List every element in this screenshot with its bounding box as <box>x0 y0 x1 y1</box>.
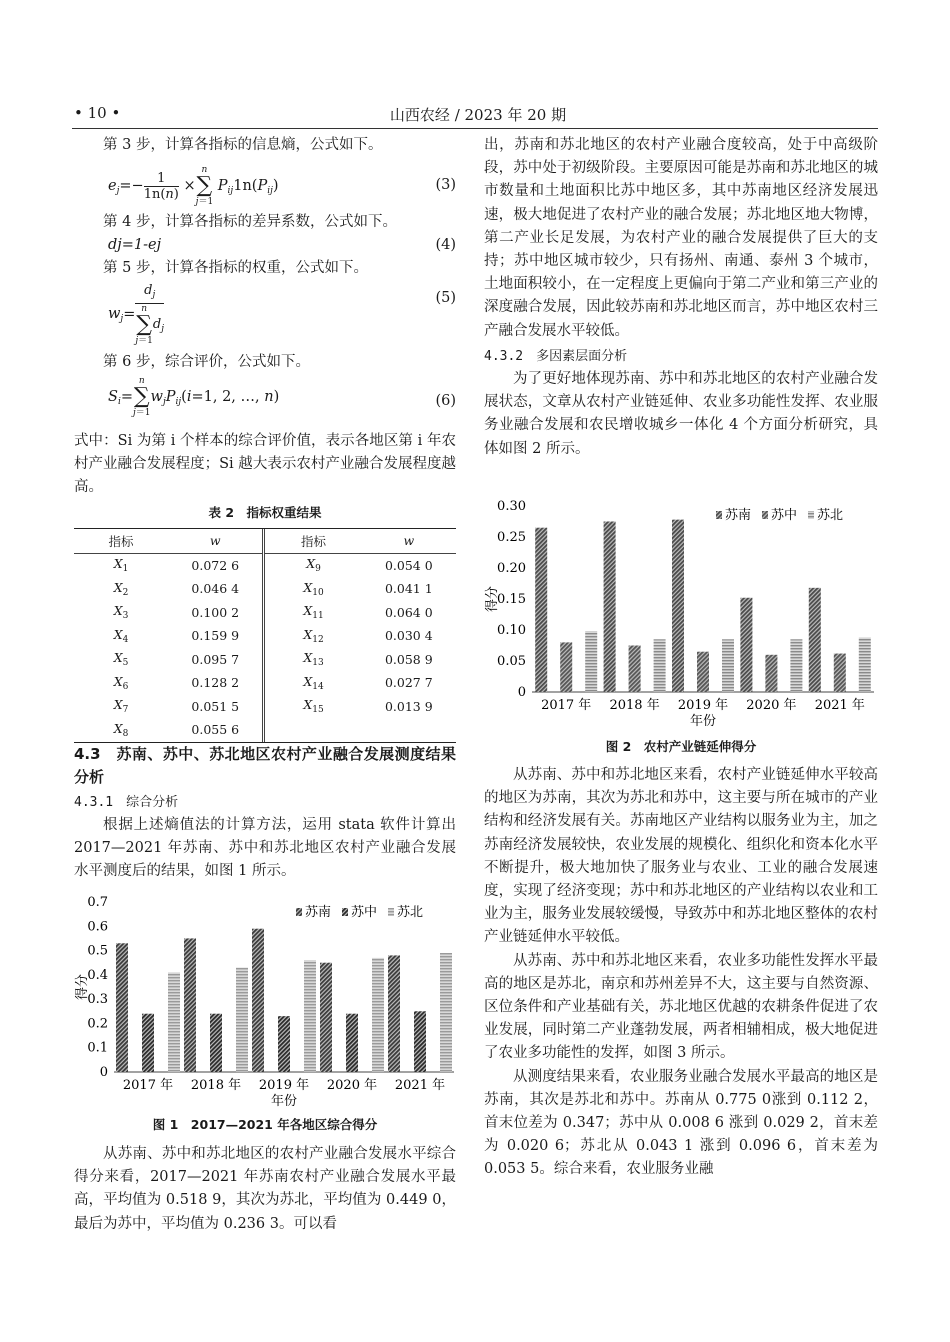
bar-苏北 <box>168 972 180 1072</box>
eq4-formula: dj=1-ej <box>108 237 162 254</box>
x-tick-label: 2021 年 <box>814 698 865 713</box>
legend-swatch <box>342 908 348 916</box>
table-cell-indicator: $X_{14}$ <box>264 671 362 695</box>
section-heading-4-3-1: 4.3.1 综合分析 <box>74 795 179 810</box>
figure-2-chart <box>484 492 878 730</box>
where-text: 式中：Si 为第 i 个样本的综合评价值，表示各地区第 i 年农村产业融合发展程度；Si 越大表示农村产业融合发展程度越高。 <box>74 432 456 496</box>
y-tick-label: 0.15 <box>497 592 526 607</box>
bar-苏中 <box>346 1014 358 1072</box>
right-column-bottom <box>484 764 878 1182</box>
legend-label: 苏中 <box>771 508 798 523</box>
legend-label: 苏南 <box>305 905 332 920</box>
bar-苏北 <box>722 639 734 692</box>
x-axis-label: 年份 <box>270 1094 298 1109</box>
bar-苏北 <box>372 958 384 1072</box>
bar-苏北 <box>585 631 597 692</box>
para-4-3-1: 根据上述熵值法的计算方法，运用 stata 软件计算出 2017—2021 年苏南、苏中和苏北地区农村产业融合发展水平测度后的结果，如图 1 所示。 <box>74 817 456 879</box>
y-tick-label: 0.25 <box>497 530 526 545</box>
table-cell-indicator: $X_7$ <box>113 697 129 716</box>
y-tick-label: 0.5 <box>87 943 108 959</box>
para-4-3-2: 为了更好地体现苏南、苏中和苏北地区的农村产业融合发展状态，文章从农村产业链延伸、农业多功能性发挥、农业服务业融合发展和农民增收城乡一体化 4 个方面分析研究，具体如图 2 所示。 <box>484 371 878 457</box>
bar-苏南 <box>252 929 264 1072</box>
table-cell-weight: 0.058 9 <box>384 651 433 667</box>
x-tick-label: 2018 年 <box>609 698 660 713</box>
bar-苏中 <box>414 1011 426 1072</box>
table-cell-indicator: $X_4$ <box>113 626 129 645</box>
table-cell-weight: 0.054 0 <box>384 557 433 573</box>
para-fig1-discussion: 从苏南、苏中和苏北地区的农村产业融合发展水平综合得分来看，2017—2021 年苏南农村产业融合发展水平最高，平均值为 0.518 9，其次为苏北，平均值为 0.449 0，最后为苏中，平均值为 0.236 3。可以看 <box>74 1146 456 1232</box>
table-cell-weight: 0.072 6 <box>191 557 240 573</box>
bar-苏中 <box>834 654 846 692</box>
right-column-top <box>484 134 878 461</box>
bar-苏南 <box>184 938 196 1072</box>
legend-label: 苏北 <box>817 508 844 523</box>
table-cell-weight: 0.051 5 <box>191 698 240 714</box>
x-axis-label: 年份 <box>689 714 717 729</box>
equation-5: $w_j=$ $d_j$ n ∑ j＝1 $d_j$ (5) <box>108 282 456 346</box>
x-tick-label: 2020 年 <box>746 698 797 713</box>
y-tick-label: 0.3 <box>87 992 108 1008</box>
y-tick-label: 0.30 <box>497 499 526 514</box>
table-cell-indicator: $X_{12}$ <box>264 624 362 648</box>
legend-swatch <box>716 511 722 519</box>
bar-苏北 <box>304 960 316 1072</box>
table-cell-indicator: $X_8$ <box>113 720 129 739</box>
bar-苏南 <box>388 955 400 1072</box>
bar-苏北 <box>654 639 666 692</box>
y-tick-label: 0 <box>99 1065 108 1080</box>
bar-苏南 <box>809 588 821 692</box>
weights-table <box>74 528 456 743</box>
table-cell-indicator: $X_{10}$ <box>264 577 362 601</box>
para-chain-extension: 从苏南、苏中和苏北地区来看，农村产业链延伸水平较高的地区为苏南，其次为苏北和苏中，这主要与所在城市的产业结构和经济发展有关。苏南地区产业结构以服务业为主，加之苏南经济发展较快，农业发展的规模化、组织化和资本化水平不断提升，极大地加快了服务业与农业、工业的融合发展速度，实现了经济变现；苏中和苏北地区的产业结构以农业和工业为主，服务业发展较缓慢，导致苏中和苏北地区整体的农村产业链延伸水平较低。 <box>484 767 878 946</box>
table-cell-weight: 0.064 0 <box>384 604 433 620</box>
x-tick-label: 2019 年 <box>677 698 729 713</box>
bar-苏北 <box>236 968 248 1072</box>
legend-label: 苏南 <box>725 508 752 523</box>
table-cell-weight: 0.100 2 <box>191 604 240 620</box>
th-weight-2: w <box>403 533 415 549</box>
y-tick-label: 0.20 <box>497 561 526 576</box>
legend-swatch <box>296 908 302 916</box>
bar-苏中 <box>765 655 777 692</box>
y-tick-label: 0.4 <box>87 967 108 983</box>
para-continued: 出，苏南和苏北地区的农村产业融合度较高，处于中高级阶段，苏中处于初级阶段。主要原因可能是苏南和苏北地区的城市数量和土地面积比苏中地区多，其中苏南地区经济发展迅速，极大地促进了农村产业的融合发展；苏北地区地大物博，第二产业长足发展，为农村产业的融合发展提供了巨大的支持；苏中地区城市较少，只有扬州、南通、泰州 3 个城市，土地面积较小，在一定程度上更偏向于第二产业和第三产业的深度融合发展，因此较苏南和苏北地区而言，苏中地区农村三产融合发展水平较低。 <box>484 137 878 339</box>
th-indicator-2: 指标 <box>264 529 362 553</box>
bar-苏南 <box>740 598 752 692</box>
eq5-number: (5) <box>435 289 456 306</box>
table-cell-weight: 0.128 2 <box>191 675 240 691</box>
y-tick-label: 0.05 <box>497 654 526 669</box>
bar-苏北 <box>790 639 802 692</box>
y-tick-label: 0 <box>517 685 526 700</box>
x-tick-label: 2019 年 <box>258 1078 310 1093</box>
step3-text: 第 3 步，计算各指标的信息熵，公式如下。 <box>103 137 383 153</box>
bar-苏南 <box>535 528 547 692</box>
eq6-number: (6) <box>435 392 456 409</box>
table-cell-weight: 0.041 1 <box>384 581 433 597</box>
y-tick-label: 0.6 <box>87 919 108 935</box>
x-tick-label: 2017 年 <box>122 1078 174 1093</box>
table-cell-indicator: $X_{13}$ <box>264 648 362 672</box>
bar-苏北 <box>440 953 452 1072</box>
table-cell-weight: 0.013 9 <box>384 698 433 714</box>
bar-苏中 <box>142 1014 154 1072</box>
y-axis-label: 得分 <box>75 973 90 1001</box>
x-tick-label: 2017 年 <box>541 698 592 713</box>
legend-label: 苏北 <box>397 905 424 920</box>
table-cell-weight <box>362 718 456 742</box>
bar-苏中 <box>697 652 709 692</box>
table-cell-weight: 0.046 4 <box>191 581 240 597</box>
step6-text: 第 6 步，综合评价，公式如下。 <box>103 353 310 370</box>
section-heading-4-3-2: 4.3.2 多因素层面分析 <box>484 348 628 364</box>
y-tick-label: 0.10 <box>497 623 526 638</box>
legend-label: 苏中 <box>351 905 378 920</box>
table-cell-weight: 0.030 4 <box>384 628 433 644</box>
equation-4 <box>74 234 456 257</box>
step4-text: 第 4 步，计算各指标的差异系数，公式如下。 <box>103 214 397 231</box>
table-cell-indicator: $X_9$ <box>264 553 362 577</box>
table-cell-weight: 0.095 7 <box>191 651 240 667</box>
bar-苏中 <box>560 642 572 692</box>
section-heading-4-3: 4.3 苏南、苏中、苏北地区农村产业融合发展测度结果分析 <box>74 745 456 786</box>
x-tick-label: 2021 年 <box>394 1078 446 1093</box>
bar-苏南 <box>672 520 684 692</box>
table-caption: 表 2 指标权重结果 <box>208 505 322 520</box>
bar-苏中 <box>210 1014 222 1072</box>
bar-苏中 <box>278 1016 290 1072</box>
th-weight-1: w <box>209 533 221 549</box>
step5-text: 第 5 步，计算各指标的权重，公式如下。 <box>103 260 368 277</box>
legend-swatch <box>762 511 768 519</box>
x-tick-label: 2018 年 <box>190 1078 242 1093</box>
table-cell-indicator: $X_3$ <box>113 603 129 622</box>
legend-swatch <box>808 511 814 519</box>
bar-苏中 <box>629 646 641 693</box>
table-cell-indicator: $X_5$ <box>113 650 129 669</box>
para-service-integration: 从测度结果来看，农业服务业融合发展水平最高的地区是苏南，其次是苏北和苏中。苏南从 0.775 0涨到 0.112 2，首末位差为 0.347；苏中从 0.008 6 涨到 0.029 2，首末差为 0.020 6；苏北从 0.043 1 涨到 0.096 6，首末差为 0.053 5。综合来看，农业服务业融 <box>484 1068 878 1178</box>
equation-6: $S_i=$ n ∑ j＝1 $w_jP_{ij}(i=1$, 2, …, n) (6) <box>108 375 456 418</box>
left-column <box>74 134 456 499</box>
table-cell-weight: 0.055 6 <box>191 722 240 738</box>
table-cell-indicator: $X_{15}$ <box>264 695 362 719</box>
th-indicator-1: 指标 <box>108 533 134 549</box>
table-cell-weight: 0.159 9 <box>191 628 240 644</box>
bar-苏北 <box>859 637 871 692</box>
eq3-number: (3) <box>435 177 456 194</box>
equation-3: $e_j=-$ $\frac{1}{1n(n)}$ × n ∑ j＝1 $P_{ij}1n(P_{ij})$ (3) <box>108 165 456 208</box>
section-4-3 <box>74 743 456 883</box>
legend-swatch <box>388 908 394 916</box>
y-axis-label: 得分 <box>485 585 500 613</box>
y-tick-label: 0.2 <box>87 1016 108 1032</box>
bar-苏南 <box>320 963 332 1072</box>
para-multifunctionality: 从苏南、苏中和苏北地区来看，农业多功能性发挥水平最高的地区是苏北，南京和苏州差异不大，这主要与自然资源、区位条件和产业基础有关，苏北地区优越的农耕条件促进了农业发展，同时第二产业蓬勃发展，两者相辅相成，极大地促进了农业多功能性的发挥，如图 3 所示。 <box>484 952 878 1062</box>
y-tick-label: 0.7 <box>87 895 108 910</box>
table-cell-indicator: $X_1$ <box>113 556 129 575</box>
journal-title: 山西农经 / 2023 年 20 期 <box>389 106 567 124</box>
figure-2-caption: 图 2 农村产业链延伸得分 <box>605 739 757 754</box>
table-cell-indicator: $X_6$ <box>113 673 129 692</box>
bar-苏南 <box>116 943 128 1072</box>
x-tick-label: 2020 年 <box>326 1078 378 1093</box>
figure-1-caption: 图 1 2017—2021 年各地区综合得分 <box>152 1117 378 1132</box>
eq4-number: (4) <box>435 237 456 254</box>
table-cell-indicator: $X_2$ <box>113 579 129 598</box>
table-cell-indicator <box>264 718 362 742</box>
table-cell-indicator: $X_{11}$ <box>264 601 362 625</box>
bar-苏南 <box>604 522 616 693</box>
figure-1-chart <box>74 890 456 1110</box>
header-rule <box>72 128 878 129</box>
page-number: • 10 • <box>74 104 121 122</box>
table-cell-weight: 0.027 7 <box>384 675 433 691</box>
y-tick-label: 0.1 <box>87 1040 108 1056</box>
